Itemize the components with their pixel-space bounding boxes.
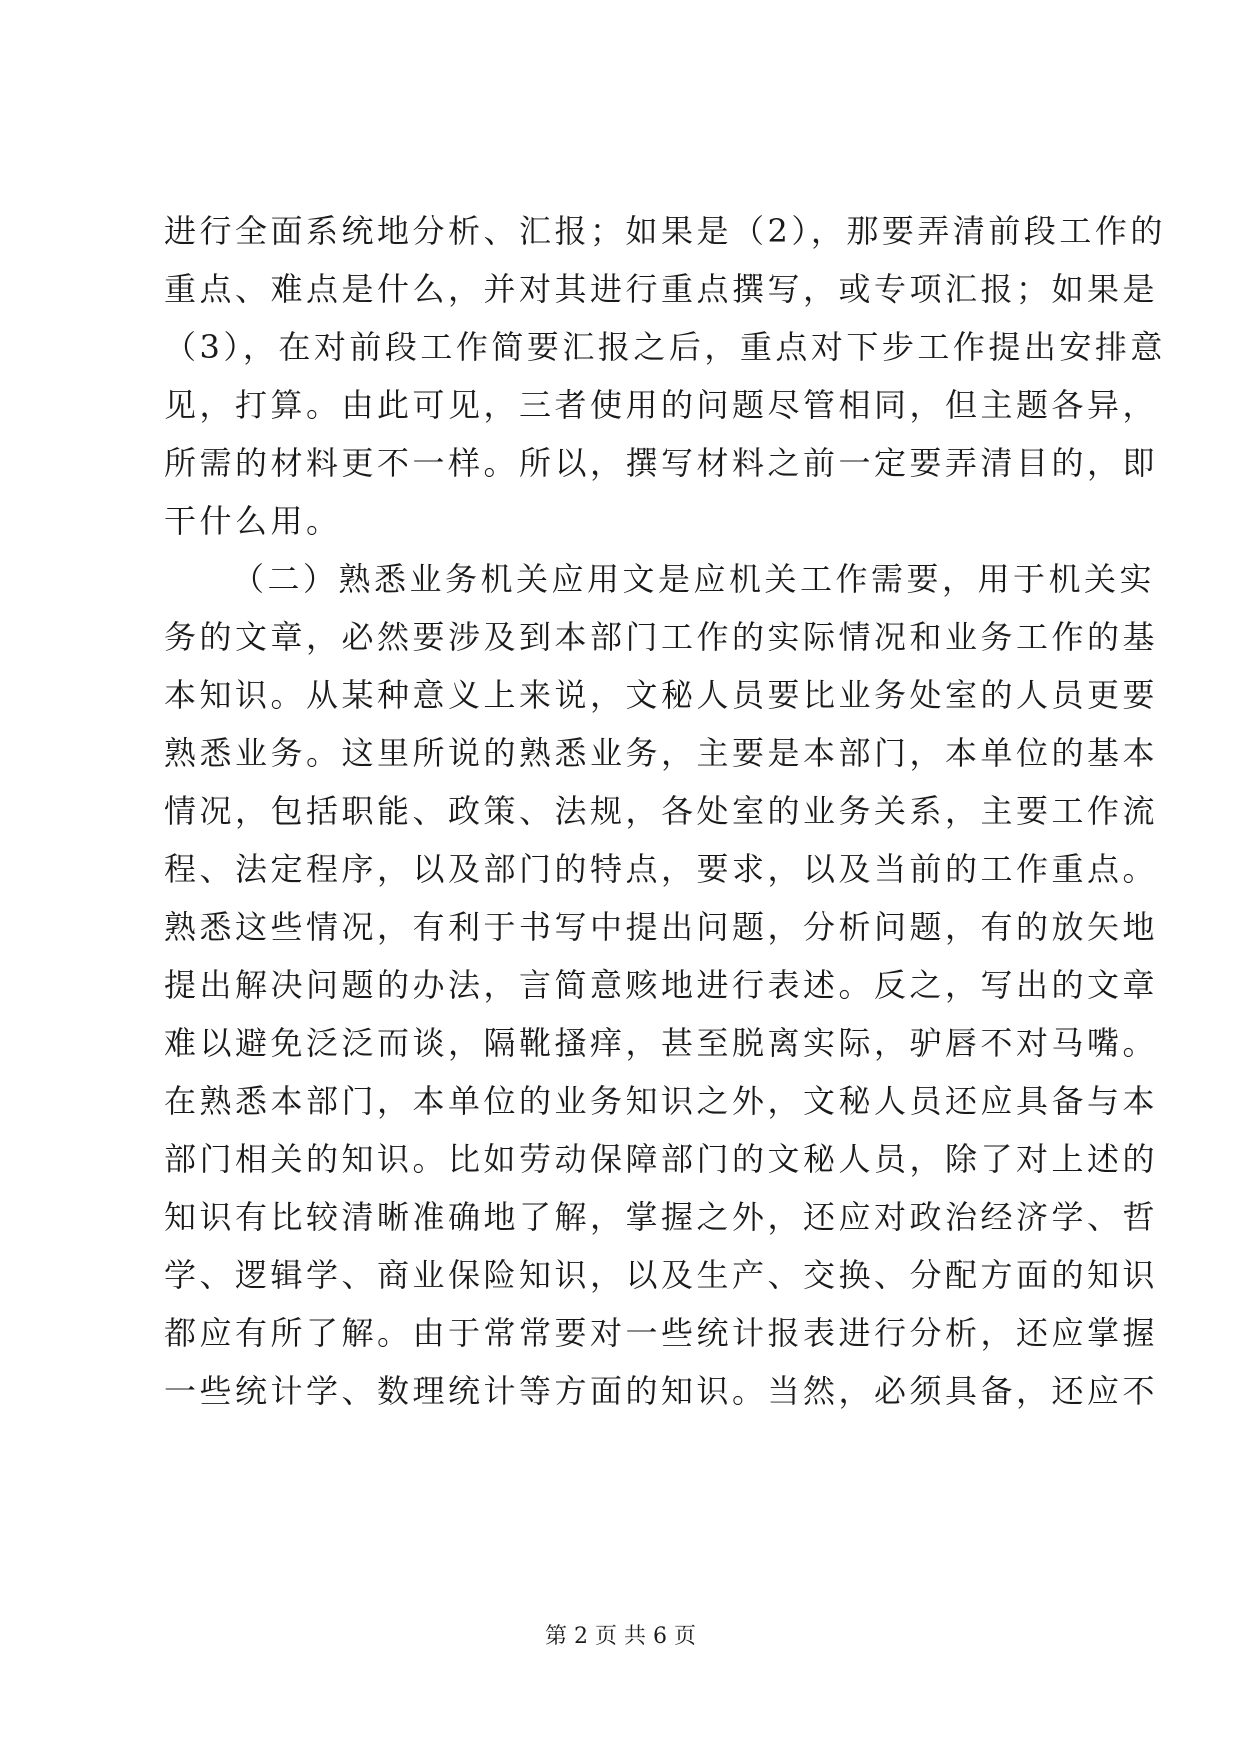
- text-line: （3），在对前段工作简要汇报之后，重点对下步工作提出安排意: [164, 328, 1166, 366]
- text-line: 都应有所了解。由于常常要对一些统计报表进行分析，还应掌握: [164, 1314, 1159, 1352]
- text-line: 进行全面系统地分析、汇报；如果是（2），那要弄清前段工作的: [164, 212, 1166, 250]
- text-line: 提出解决问题的办法，言简意赅地进行表述。反之，写出的文章: [164, 966, 1159, 1004]
- text-line: 熟悉业务。这里所说的熟悉业务，主要是本部门，本单位的基本: [164, 734, 1159, 772]
- text-line: 知识有比较清晰准确地了解，掌握之外，还应对政治经济学、哲: [164, 1198, 1159, 1236]
- text-line: 难以避免泛泛而谈，隔靴搔痒，甚至脱离实际，驴唇不对马嘴。: [164, 1024, 1159, 1062]
- text-line: 一些统计学、数理统计等方面的知识。当然，必须具备，还应不: [164, 1372, 1159, 1410]
- text-line: 见，打算。由此可见，三者使用的问题尽管相同，但主题各异，: [164, 386, 1159, 424]
- text-line: 干什么用。: [164, 502, 342, 540]
- text-line: 务的文章，必然要涉及到本部门工作的实际情况和业务工作的基: [164, 618, 1159, 656]
- page-number-footer: 第 2 页 共 6 页: [545, 1624, 696, 1649]
- text-line: 重点、难点是什么，并对其进行重点撰写，或专项汇报；如果是: [164, 270, 1159, 308]
- text-line: 熟悉这些情况，有利于书写中提出问题，分析问题，有的放矢地: [164, 908, 1159, 946]
- section-heading-line: （二）熟悉业务机关应用文是应机关工作需要，用于机关实: [232, 560, 1156, 598]
- text-line: 在熟悉本部门，本单位的业务知识之外，文秘人员还应具备与本: [164, 1082, 1159, 1120]
- text-line: 学、逻辑学、商业保险知识，以及生产、交换、分配方面的知识: [164, 1256, 1159, 1294]
- text-line: 所需的材料更不一样。所以，撰写材料之前一定要弄清目的，即: [164, 444, 1159, 482]
- text-line: 程、法定程序，以及部门的特点，要求，以及当前的工作重点。: [164, 850, 1159, 888]
- text-line: 本知识。从某种意义上来说，文秘人员要比业务处室的人员更要: [164, 676, 1159, 714]
- text-line: 情况，包括职能、政策、法规，各处室的业务关系，主要工作流: [164, 792, 1159, 830]
- text-line: 部门相关的知识。比如劳动保障部门的文秘人员，除了对上述的: [164, 1140, 1159, 1178]
